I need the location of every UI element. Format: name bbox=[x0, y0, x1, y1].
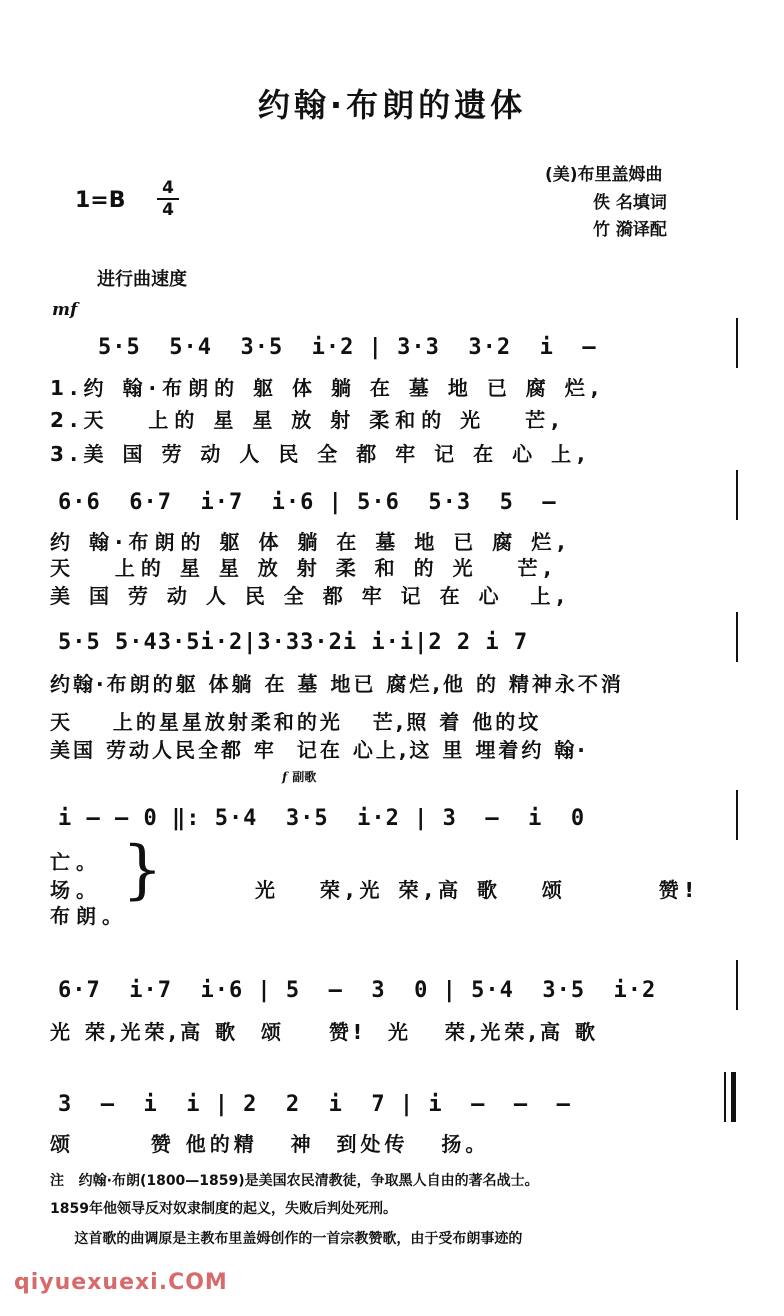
system5-lyrics: 光 荣,光荣,高 歌 颂 赞! 光 荣,光荣,高 歌 bbox=[50, 1020, 599, 1044]
chorus-label: 副歌 bbox=[292, 770, 317, 784]
footnote-line2: 1859年他领导反对奴隶制度的起义，失败后判处死刑。 bbox=[50, 1201, 397, 1217]
footnote-line3: 这首歌的曲调原是主教布里盖姆创作的一首宗教赞歌，由于受布朗事迹的 bbox=[50, 1231, 523, 1247]
system1-lyric-verse2: 2.天 上的 星 星 放 射 柔和的 光 芒, bbox=[50, 408, 565, 432]
system4-lyric-verse3: 布朗。 bbox=[50, 904, 128, 928]
translator-credit: 竹 漪译配 bbox=[593, 220, 667, 240]
chorus-marking bbox=[282, 766, 316, 785]
system3-notes: 5·5 5·43·5i·2|3·33·2i i·i|2 2 i 7 bbox=[58, 630, 529, 655]
verse-brace: } bbox=[122, 833, 163, 907]
system2-notes: 6·6 6·7 i·7 i·6 | 5·6 5·3 5 — bbox=[58, 490, 557, 515]
system2-end-barline bbox=[736, 470, 738, 520]
system5-end-barline bbox=[736, 960, 738, 1010]
system1-lyric-verse1: 1.约 翰·布朗的 躯 体 躺 在 墓 地 已 腐 烂, bbox=[50, 376, 605, 400]
system6-notes: 3 — i i | 2 2 i 7 | i — — — bbox=[58, 1092, 571, 1117]
system1-notes: 5·5 5·4 3·5 i·2 | 3·3 3·2 i — bbox=[98, 335, 597, 360]
footnote-line1: 注 约翰·布朗(1800—1859)是美国农民清教徒，争取黑人自由的著名战士。 bbox=[50, 1173, 539, 1189]
system2-lyric-verse1: 约 翰·布朗的 躯 体 躺 在 墓 地 已 腐 烂, bbox=[50, 530, 571, 554]
song-title: 约翰·布朗的遗体 bbox=[257, 86, 527, 124]
final-barline-thick bbox=[731, 1072, 736, 1122]
dynamic-f: f bbox=[282, 770, 288, 784]
system4-end-barline bbox=[736, 790, 738, 840]
final-barline-thin bbox=[724, 1072, 726, 1122]
system4-notes: i — — 0 ‖: 5·4 3·5 i·2 | 3 — i 0 bbox=[58, 806, 586, 831]
system3-end-barline bbox=[736, 612, 738, 662]
system3-lyric-verse2: 天 上的星星放射柔和的光 芒,照 着 他的坟 bbox=[50, 710, 542, 734]
site-watermark: qiyuexuexi.COM bbox=[14, 1270, 228, 1295]
chorus-lyric-line1: 光 荣,光 荣,高 歌 颂 赞! bbox=[255, 878, 700, 902]
time-signature bbox=[157, 178, 179, 220]
system2-lyric-verse3: 美 国 劳 动 人 民 全 都 牢 记 在 心 上, bbox=[50, 584, 571, 608]
dynamic-mf: mf bbox=[52, 300, 78, 320]
system1-end-barline bbox=[736, 318, 738, 368]
system6-lyrics: 颂 赞 他的精 神 到处传 扬。 bbox=[50, 1132, 490, 1156]
lyricist-credit: 佚 名填词 bbox=[593, 193, 667, 213]
system5-notes: 6·7 i·7 i·6 | 5 — 3 0 | 5·4 3·5 i·2 bbox=[58, 978, 657, 1003]
system3-lyric-verse1: 约翰·布朗的躯 体躺 在 墓 地已 腐烂,他 的 精神永不消 bbox=[50, 672, 624, 696]
system4-lyric-verse1: 亡。 bbox=[50, 850, 102, 874]
key-signature: 1=B bbox=[75, 188, 126, 213]
system3-lyric-verse3: 美国 劳动人民全都 牢 记在 心上,这 里 埋着约 翰· bbox=[50, 738, 588, 762]
time-signature-top: 4 bbox=[162, 178, 174, 198]
system2-lyric-verse2: 天 上的 星 星 放 射 柔 和 的 光 芒, bbox=[50, 556, 558, 580]
tempo-marking: 进行曲速度 bbox=[97, 269, 187, 290]
system1-lyric-verse3: 3.美 国 劳 动 人 民 全 都 牢 记 在 心 上, bbox=[50, 442, 591, 466]
system4-lyric-verse2: 场。 bbox=[50, 878, 102, 902]
composer-credit: (美)布里盖姆曲 bbox=[545, 165, 663, 185]
time-signature-bottom: 4 bbox=[162, 200, 174, 220]
